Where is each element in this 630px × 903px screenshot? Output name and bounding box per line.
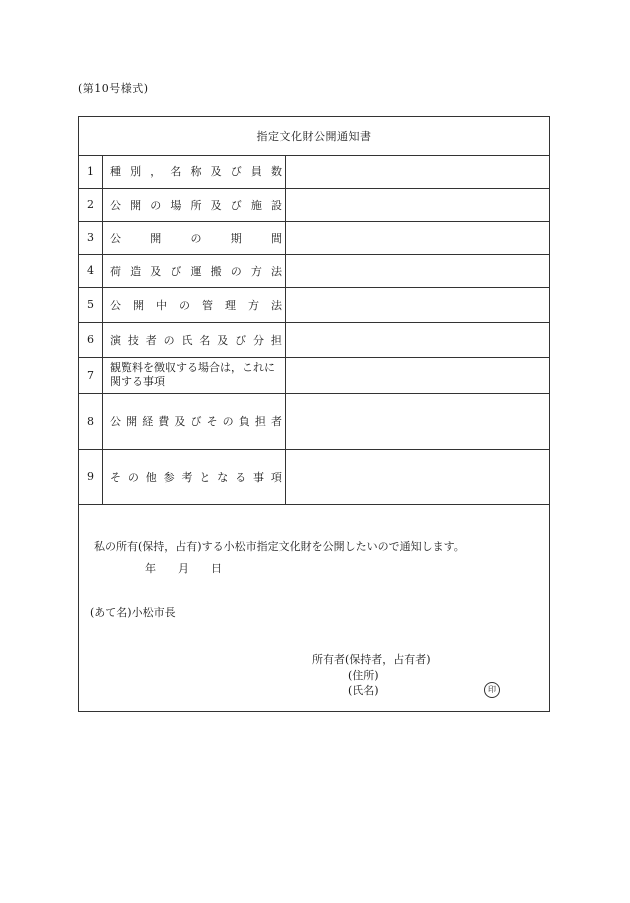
item-number: 7 [79,357,103,393]
item-number: 2 [79,188,103,221]
item-label [103,254,286,287]
item-number: 8 [79,393,103,449]
table-row [79,357,549,393]
item-label-char: の [190,231,202,245]
owner-label: 所有者(保持者，占有者) [312,653,431,666]
item-value-field[interactable] [286,449,550,504]
item-number: 4 [79,254,103,287]
item-label [103,322,286,357]
item-label-char: 他 [145,470,157,484]
item-label-char: そ [110,470,121,484]
item-label-char: 期 [230,231,242,245]
item-value-field[interactable] [286,357,550,393]
item-label-char: 設 [271,198,282,212]
item-label-char: 開 [126,415,138,428]
item-label-char: 法 [271,264,282,278]
item-label-char: 搬 [210,264,222,278]
item-label [103,221,286,254]
item-label-char: 法 [271,298,282,312]
name-label: (氏名) [348,684,379,697]
table-row [79,155,549,188]
item-label-char: 分 [253,333,264,347]
item-label-char: び [230,198,242,212]
item-label-char: 管 [202,298,213,312]
item-label [103,188,286,221]
form-title: 指定文化財公開通知書 [79,117,549,156]
item-number: 6 [79,322,103,357]
seal-mark: 印 [484,682,500,698]
item-label-char: な [217,470,229,484]
item-label-char: 者 [270,415,282,428]
item-value-field[interactable] [286,155,550,188]
item-label-char: 担 [254,415,266,428]
item-number: 3 [79,221,103,254]
table-row [79,254,549,287]
item-label-char: 称 [190,165,202,179]
item-value-field[interactable] [286,287,550,322]
item-label-char: び [170,264,182,278]
item-label-char: 場 [170,198,182,212]
item-label [103,357,286,393]
item-label-char: 別 [130,165,142,179]
form-number: (第10号様式) [78,82,149,95]
item-label-char: 経 [142,415,154,428]
item-label-char: 造 [130,264,142,278]
table-row [79,393,549,449]
item-label [103,393,286,449]
item-label-char: 開 [133,298,144,312]
item-label-char: の [150,198,162,212]
item-label-char: の [222,415,234,428]
address-label: (住所) [348,669,379,682]
item-label-char: 考 [181,470,193,484]
item-label-char: 施 [250,198,262,212]
date-line: 年 月 日 [145,562,222,575]
item-label-char: 所 [190,198,202,212]
item-label-char: 公 [110,415,121,428]
item-label-char: ， [150,165,162,179]
item-label-char: の [127,470,139,484]
item-label-char: と [199,470,211,484]
item-label-char: 及 [174,415,186,428]
item-value-field[interactable] [286,322,550,357]
item-label-char: 技 [127,333,139,347]
item-number: 9 [79,449,103,504]
item-label-char: 担 [270,333,282,347]
item-label-char: 事 [253,470,264,484]
item-label-char: 及 [150,264,162,278]
item-label-char: の [163,333,175,347]
table-row [79,188,549,221]
item-number: 5 [79,287,103,322]
item-label-char: び [230,165,242,179]
item-label-char: そ [206,415,218,428]
item-label-char: び [235,333,247,347]
item-label-text: 観覧料を徴収する場合は，これに関する事項 [110,361,275,388]
table-row [79,287,549,322]
item-label-char: 名 [199,333,211,347]
item-label-char: 及 [210,198,222,212]
item-label-char: 運 [190,264,202,278]
item-label-char: 中 [156,298,167,312]
item-label-char: 及 [210,165,222,179]
items-table [79,155,549,505]
item-label [103,155,286,188]
item-label-char: 方 [250,264,262,278]
declaration-area [79,506,549,711]
item-label-char: 負 [238,415,250,428]
item-value-field[interactable] [286,188,550,221]
item-label-char: 公 [110,298,121,312]
notification-form [78,116,550,712]
item-label-char: 及 [217,333,229,347]
item-label-char: の [230,264,242,278]
item-label-char: 者 [145,333,157,347]
table-row [79,322,549,357]
item-label-char: 参 [163,470,175,484]
declaration-text: 私の所有(保持，占有)する小松市指定文化財を公開したいので通知します。 [94,540,465,553]
item-label-char: 数 [271,165,282,179]
item-label-char: 間 [271,231,282,245]
item-label-char: 公 [110,231,121,245]
item-label-char: 演 [110,333,121,347]
item-label [103,449,286,504]
item-label-char: 公 [110,198,121,212]
item-number: 1 [79,155,103,188]
item-value-field[interactable] [286,254,550,287]
addressee: (あて名)小松市長 [90,606,176,619]
item-label-char: び [190,415,202,428]
item-value-field[interactable] [286,393,550,449]
item-label-char: 費 [158,415,170,428]
item-label-char: 員 [250,165,262,179]
item-label-char: る [235,470,247,484]
table-row [79,449,549,504]
item-value-field[interactable] [286,221,550,254]
item-label-char: 開 [130,198,142,212]
item-label-char: 理 [225,298,236,312]
item-label-char: の [179,298,190,312]
item-label-char: 項 [270,470,282,484]
item-label-char: 開 [150,231,162,245]
item-label-char: 荷 [110,264,121,278]
item-label-char: 方 [248,298,259,312]
item-label-char: 氏 [181,333,193,347]
item-label-char: 名 [170,165,182,179]
item-label-char: 種 [110,165,121,179]
item-label [103,287,286,322]
table-row [79,221,549,254]
